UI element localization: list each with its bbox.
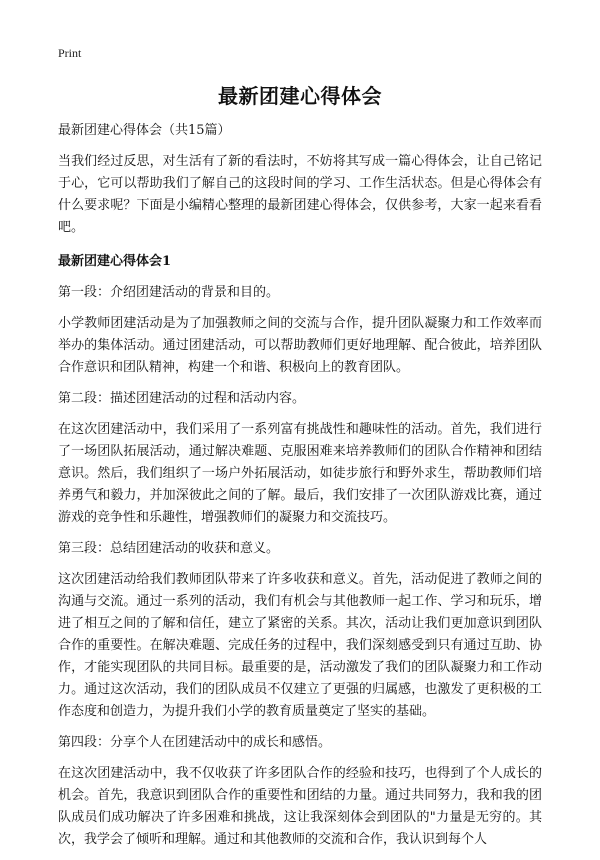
para4-heading: 第四段：分享个人在团建活动中的成长和感悟。 [58,735,332,750]
section-heading: 最新团建心得体会1 [58,254,172,269]
para1-heading: 第一段：介绍团建活动的背景和目的。 [58,285,280,300]
para1-body: 小学教师团建活动是为了加强教师之间的交流与合作，提升团队凝聚力和工作效率而举办的集体活动。通过团建活动，可以帮助教师们更好地理解、配合彼此，培养团队合作意识和团队精神，构建一个和谐、积极向上的教育团队。 [58,316,542,375]
intro-paragraph: 当我们经过反思，对生活有了新的看法时，不妨将其写成一篇心得体会，让自己铭记于心，它可以帮助我们了解自己的这段时间的学习、工作生活状态。但是心得体会有什么要求呢？下面是小编精心整理的最新团建心得体会，仅供参考，大家一起来看看吧。 [58,154,542,235]
para3-heading: 第三段：总结团建活动的收获和意义。 [58,541,280,556]
article-body [58,120,542,860]
para2-body: 在这次团建活动中，我们采用了一系列富有挑战性和趣味性的活动。首先，我们进行了一场团队拓展活动，通过解决难题、克服困难来培养教师们的团队合作精神和团结意识。然后，我们组织了一场户外拓展活动，如徒步旅行和野外求生，帮助教师们培养勇气和毅力，并加深彼此之间的了解。最后，我们安排了一次团队游戏比赛，通过游戏的竞争性和乐趣性，增强教师们的凝聚力和交流技巧。 [58,422,542,525]
para2-heading: 第二段：描述团建活动的过程和活动内容。 [58,391,306,406]
para3-body: 这次团建活动给我们教师团队带来了许多收获和意义。首先，活动促进了教师之间的沟通与交流。通过一系列的活动，我们有机会与其他教师一起工作、学习和玩乐，增进了相互之间的了解和信任，建立了紧密的关系。其次，活动让我们更加意识到团队合作的重要性。在解决难题、完成任务的过程中，我们深刻感受到只有通过互助、协作，才能实现团队的共同目标。最重要的是，活动激发了我们的团队凝聚力和工作动力。通过这次活动，我们的团队成员不仅建立了更强的归属感，也激发了更积极的工作态度和创造力，为提升我们小学的教育质量奠定了坚实的基础。 [58,572,542,719]
print-link[interactable]: Print [58,46,82,60]
page-title: 最新团建心得体会 [218,84,382,108]
doc-subtitle: 最新团建心得体会（共15篇） [58,123,231,138]
para4-body: 在这次团建活动中，我不仅收获了许多团队合作的经验和技巧，也得到了个人成长的机会。首先，我意识到团队合作的重要性和团结的力量。通过共同努力，我和我的团队成员们成功解决了许多困难和挑战，这让我深刻体会到团队的"力量是无穷的。其次，我学会了倾听和理解。通过和其他教师的交流和合作，我认识到每个人 [58,766,542,847]
